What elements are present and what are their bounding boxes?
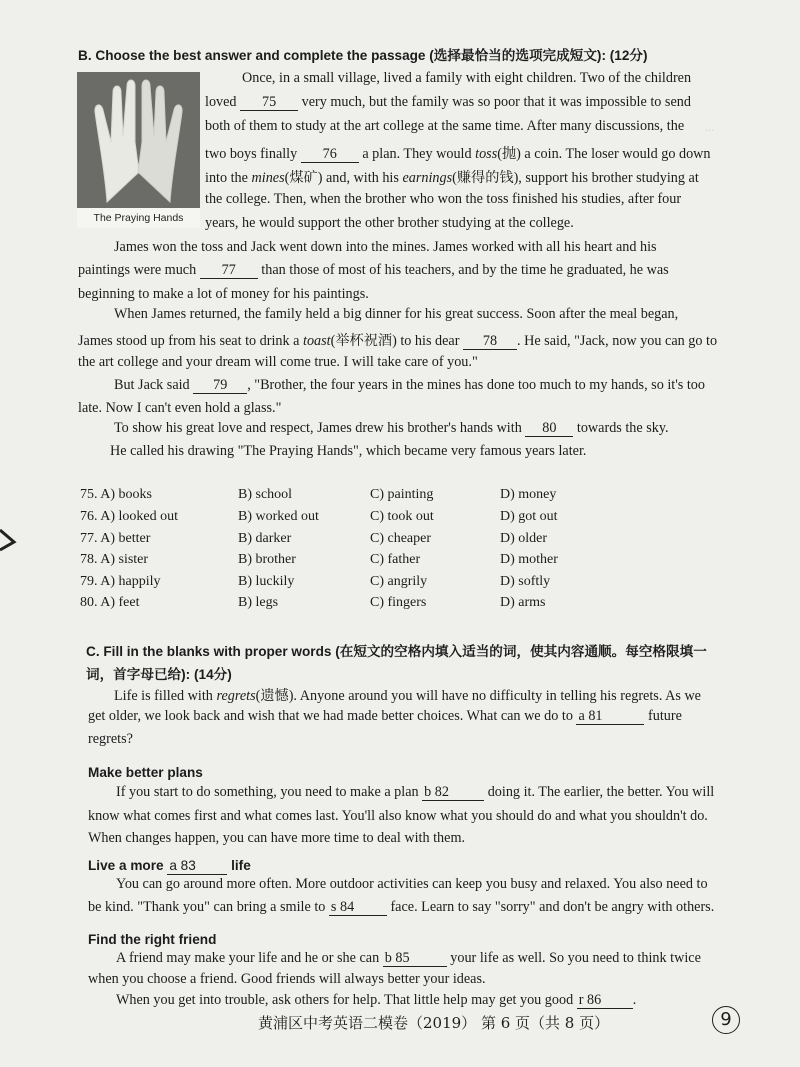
passage-c-intro-line1: Life is filled with regrets(遗憾). Anyone around you will have no difficulty in telling his regrets. As we xyxy=(114,688,701,704)
passage-b-p1-line3: both of them to study at the art college at the same time. After many discussions, the xyxy=(205,118,685,134)
option-75c[interactable]: C) painting xyxy=(370,487,434,502)
subheading-find-the-right-friend: Find the right friend xyxy=(88,932,217,947)
passage-b-p1-line7: years, he would support the other brother studying at the college. xyxy=(205,215,574,231)
option-75d[interactable]: D) money xyxy=(500,487,557,502)
passage-c-s2-line1: You can go around more often. More outdoor activities can keep you busy and relaxed. You also need to xyxy=(116,876,708,892)
option-78b[interactable]: B) brother xyxy=(238,552,296,567)
praying-hands-icon xyxy=(77,72,200,208)
blank-76[interactable]: 76 xyxy=(301,146,359,163)
page-footer: 黄浦区中考英语二模卷（2019） 第 6 页（共 8 页） xyxy=(258,1014,610,1032)
option-76d[interactable]: D) got out xyxy=(500,509,558,524)
praying-hands-figure xyxy=(77,72,200,228)
section-c-heading-line1: C. Fill in the blanks with proper words (在短文的空格内填入适当的词，使其内容通顺。每空格限填一 xyxy=(86,644,707,659)
blank-80[interactable]: 80 xyxy=(525,420,573,437)
blank-86[interactable]: r 86 xyxy=(577,992,633,1009)
passage-b-p2-line3: beginning to make a lot of money for his paintings. xyxy=(78,286,369,302)
blank-83[interactable]: a 83 xyxy=(167,858,227,875)
option-77a[interactable]: 77. A) better xyxy=(80,531,151,546)
option-79a[interactable]: 79. A) happily xyxy=(80,574,161,589)
blank-84[interactable]: s 84 xyxy=(329,899,387,916)
option-77b[interactable]: B) darker xyxy=(238,531,292,546)
passage-b-p3-line2: James stood up from his seat to drink a toast(举杯祝酒) to his dear 78 . He said, "Jack, now you can go to xyxy=(78,333,718,349)
passage-b-p1-line1: Once, in a small village, lived a family with eight children. Two of the children xyxy=(242,70,692,86)
option-78a[interactable]: 78. A) sister xyxy=(80,552,149,567)
option-80c[interactable]: C) fingers xyxy=(370,595,427,610)
blank-79[interactable]: 79 xyxy=(193,377,247,394)
passage-b-p1-line4: two boys finally 76 a plan. They would toss(抛) a coin. The loser would go down xyxy=(205,146,711,162)
passage-c-s1-line3: When changes happen, you can have more time to deal with them. xyxy=(88,830,466,846)
option-75b[interactable]: B) school xyxy=(238,487,293,502)
blank-85[interactable]: b 85 xyxy=(383,950,447,967)
bleed-through-text: ... xyxy=(705,120,715,134)
option-78c[interactable]: C) father xyxy=(370,552,421,567)
option-77d[interactable]: D) older xyxy=(500,531,548,546)
edge-mark-icon xyxy=(0,520,20,560)
passage-b-p1-line2: loved 75 very much, but the family was so poor that it was impossible to send xyxy=(205,94,691,110)
passage-c-s2-line2: be kind. "Thank you" can bring a smile to s 84 face. Learn to say "sorry" and don't be angry with others. xyxy=(88,899,715,915)
option-78d[interactable]: D) mother xyxy=(500,552,558,567)
passage-b-p2-line1: James won the toss and Jack went down into the mines. James worked with all his heart and his xyxy=(114,239,657,255)
section-b-heading: B. Choose the best answer and complete the passage (选择最恰当的选项完成短文): (12分) xyxy=(78,48,648,63)
passage-c-s1-line1: If you start to do something, you need to make a plan b 82 doing it. The earlier, the better. You will xyxy=(116,784,715,800)
option-80d[interactable]: D) arms xyxy=(500,595,546,610)
passage-b-p1-line5: into the mines(煤矿) and, with his earnings(赚得的钱), support his brother studying at xyxy=(205,170,699,186)
passage-b-p4-line2: late. Now I can't even hold a glass." xyxy=(78,400,282,416)
blank-77[interactable]: 77 xyxy=(200,262,258,279)
option-77c[interactable]: C) cheaper xyxy=(370,531,432,546)
passage-c-s1-line2: know what comes first and what comes last. You'll also know what you should do and what you shouldn't do. xyxy=(88,808,708,824)
passage-b-p6-line1: He called his drawing "The Praying Hands", which became very famous years later. xyxy=(110,443,587,459)
option-79b[interactable]: B) luckily xyxy=(238,574,295,589)
figure-caption: The Praying Hands xyxy=(77,208,200,228)
option-80a[interactable]: 80. A) feet xyxy=(80,595,140,610)
subheading-make-better-plans: Make better plans xyxy=(88,765,203,780)
passage-c-s3-line3: When you get into trouble, ask others for help. That little help may get you good r 86 . xyxy=(116,992,637,1008)
passage-b-p1-line6: the college. Then, when the brother who won the toss finished his studies, after four xyxy=(205,191,682,207)
option-80b[interactable]: B) legs xyxy=(238,595,279,610)
passage-b-p3-line1: When James returned, the family held a big dinner for his great success. Soon after the meal began, xyxy=(114,306,679,322)
subheading-live-a-more: Live a more a 83 life xyxy=(88,858,251,873)
option-79d[interactable]: D) softly xyxy=(500,574,551,589)
passage-c-s3-line2: when you choose a friend. Good friends will always better your ideas. xyxy=(88,971,486,987)
passage-c-s3-line1: A friend may make your life and he or she can b 85 your life as well. So you need to think twice xyxy=(116,950,701,966)
blank-75[interactable]: 75 xyxy=(240,94,298,111)
passage-b-p5-line1: To show his great love and respect, James drew his brother's hands with 80 towards the sky. xyxy=(114,420,669,436)
blank-78[interactable]: 78 xyxy=(463,333,517,350)
blank-82[interactable]: b 82 xyxy=(422,784,484,801)
page-number-circle: 9 xyxy=(712,1006,740,1034)
passage-c-intro-line3: regrets? xyxy=(88,731,133,747)
option-75a[interactable]: 75. A) books xyxy=(80,487,152,502)
option-79c[interactable]: C) angrily xyxy=(370,574,428,589)
passage-b-p3-line3: the art college and your dream will come true. I will take care of you." xyxy=(78,354,478,370)
section-c-heading-line2: 词，首字母已给): (14分) xyxy=(86,667,232,682)
passage-b-p4-line1: But Jack said 79 , "Brother, the four years in the mines has done too much to my hands, so it's too xyxy=(114,377,705,393)
passage-b-p2-line2: paintings were much 77 than those of most of his teachers, and by the time he graduated, he was xyxy=(78,262,669,278)
option-76b[interactable]: B) worked out xyxy=(238,509,319,524)
blank-81[interactable]: a 81 xyxy=(576,708,644,725)
option-76a[interactable]: 76. A) looked out xyxy=(80,509,178,524)
passage-c-intro-line2: get older, we look back and wish that we had made better choices. What can we do to a 81 future xyxy=(88,708,682,724)
option-76c[interactable]: C) took out xyxy=(370,509,434,524)
